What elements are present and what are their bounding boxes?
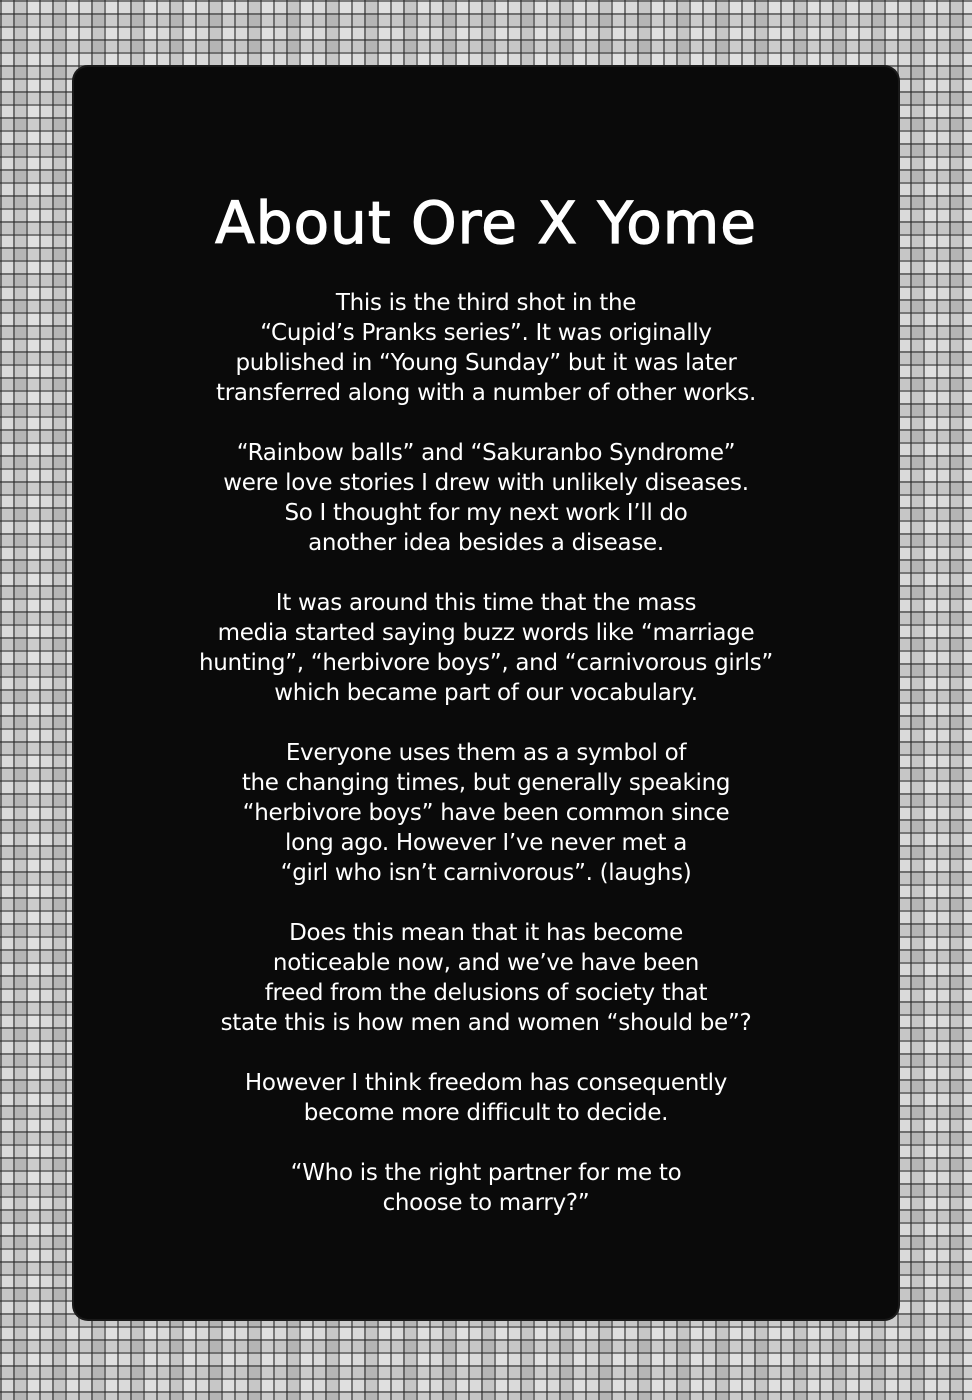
text-line: It was around this time that the mass — [275, 590, 697, 616]
text-line: the changing times, but generally speaking — [241, 770, 731, 796]
text-line: Does this mean that it has become — [289, 920, 683, 946]
text-line: However I think freedom has consequently — [244, 1070, 728, 1096]
text-line: “herbivore boys” have been common since — [242, 800, 730, 826]
text-line: “girl who isn’t carnivorous”. (laughs) — [280, 860, 692, 886]
text-line: media started saying buzz words like “marriage — [217, 620, 755, 646]
text-line: were love stories I drew with unlikely diseases. — [223, 470, 749, 496]
paragraph-7 — [150, 1158, 822, 1218]
page-title: About Ore X Yome — [215, 188, 757, 257]
text-line: choose to marry?” — [382, 1190, 590, 1216]
text-line: freed from the delusions of society that — [264, 980, 708, 1006]
text-line: transferred along with a number of other works. — [216, 380, 756, 406]
text-line: So I thought for my next work I’ll do — [284, 500, 688, 526]
paragraph-4 — [150, 738, 822, 888]
text-line: “Rainbow balls” and “Sakuranbo Syndrome” — [236, 440, 736, 466]
text-line: “Cupid’s Pranks series”. It was originally — [260, 320, 712, 346]
text-line: state this is how men and women “should be”? — [220, 1010, 752, 1036]
text-line: This is the third shot in the — [335, 290, 637, 316]
text-line: Everyone uses them as a symbol of — [285, 740, 687, 766]
text-line: another idea besides a disease. — [308, 530, 664, 556]
text-line: which became part of our vocabulary. — [274, 680, 698, 706]
paragraph-1 — [150, 288, 822, 408]
text-line: published in “Young Sunday” but it was later — [235, 350, 737, 376]
paragraph-2 — [150, 438, 822, 558]
text-line: long ago. However I’ve never met a — [285, 830, 687, 856]
paragraph-5 — [150, 918, 822, 1038]
paragraph-3 — [150, 588, 822, 708]
text-line: noticeable now, and we’ve have been — [272, 950, 700, 976]
text-line: become more difficult to decide. — [303, 1100, 669, 1126]
paragraph-6 — [150, 1068, 822, 1128]
article-body — [150, 288, 822, 1248]
text-line: “Who is the right partner for me to — [290, 1160, 682, 1186]
text-line: hunting”, “herbivore boys”, and “carnivorous girls” — [198, 650, 774, 676]
